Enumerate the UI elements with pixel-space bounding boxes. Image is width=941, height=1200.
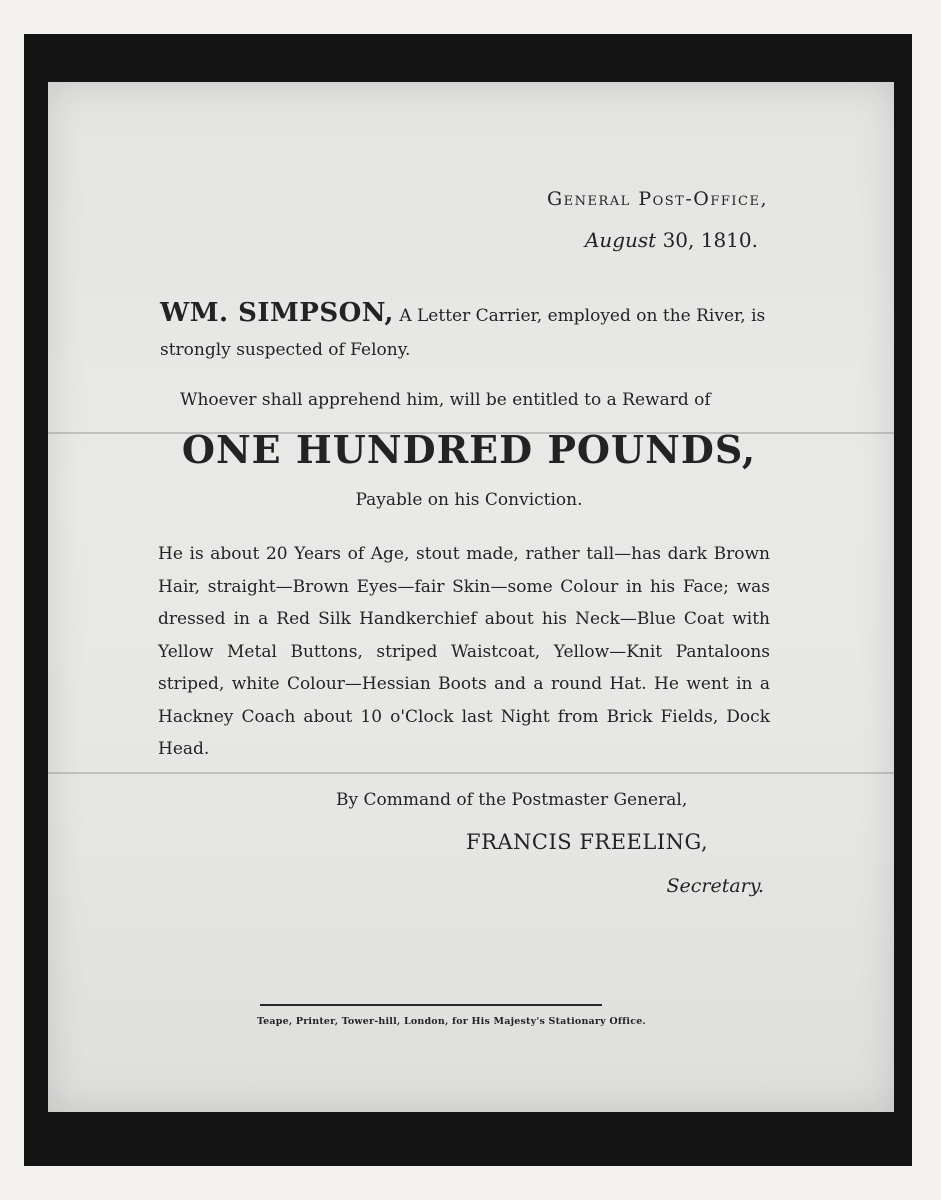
office-heading: General Post-Office, bbox=[546, 188, 768, 210]
printer-rule bbox=[260, 1004, 602, 1006]
suspect-paragraph bbox=[160, 296, 780, 367]
suspect-summary: A Letter Carrier, employed on the River, is strongly suspected of Felony. bbox=[160, 306, 766, 360]
notice-sheet bbox=[48, 82, 894, 1112]
notice-date bbox=[585, 228, 758, 252]
signatory-title: Secretary. bbox=[666, 875, 764, 897]
reward-intro: Whoever shall apprehend him, will be entitled to a Reward of bbox=[180, 390, 711, 410]
paper-fold-line bbox=[48, 772, 894, 774]
date-year: 1810. bbox=[700, 228, 758, 252]
reward-condition: Payable on his Conviction. bbox=[355, 490, 583, 510]
suspect-name-surname: . SIMPSON, bbox=[218, 298, 394, 328]
date-day: 30, bbox=[662, 228, 695, 252]
suspect-name bbox=[160, 298, 394, 328]
date-month: August bbox=[584, 228, 657, 252]
command-line: By Command of the Postmaster General, bbox=[336, 790, 688, 810]
suspect-description: He is about 20 Years of Age, stout made, rather tall—has dark Brown Hair, straight—Brown Eyes—fair Skin—some Colour in his Face; was dressed in a Red Silk Handkerchief about his Neck—Blue Coat with Yellow Metal Buttons, striped Waistcoat, Yellow—Knit Pantaloons striped, white Colour—Hessian Boots and a round Hat. He went in a Hackney Coach about 10 o'Clock last Night from Brick Fields, Dock Head. bbox=[158, 544, 770, 759]
printer-imprint: Teape, Printer, Tower-hill, London, for His Majesty's Stationary Office. bbox=[257, 1016, 646, 1027]
suspect-name-initial: WM bbox=[160, 298, 219, 328]
reward-amount: ONE HUNDRED POUNDS, bbox=[181, 427, 757, 472]
signatory-name: FRANCIS FREELING, bbox=[466, 830, 709, 854]
